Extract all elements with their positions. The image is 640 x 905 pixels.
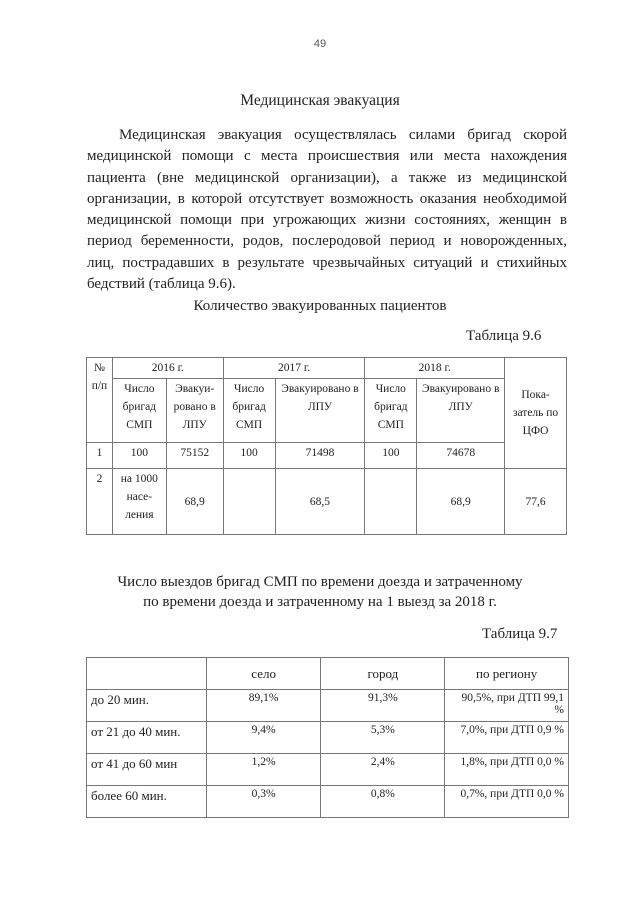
- cell: 100: [365, 443, 417, 469]
- cell: 68,9: [417, 469, 505, 535]
- table-9-6-label: Таблица 9.6: [466, 328, 542, 344]
- subheader-brigades: Число бригад СМП: [223, 379, 275, 443]
- table-row: [87, 690, 569, 722]
- cell: [365, 469, 417, 535]
- cell: 1: [87, 443, 113, 469]
- table-9-6-caption: Количество эвакуированных пациентов: [193, 298, 447, 314]
- table-9-6: [86, 357, 567, 535]
- header-village: село: [206, 658, 321, 690]
- cell: 9,4%: [206, 722, 321, 754]
- subheader-brigades: Число бригад СМП: [365, 379, 417, 443]
- cell: 89,1%: [206, 690, 321, 722]
- cell: 90,5%, при ДТП 99,1 %: [445, 690, 569, 722]
- table-row: [87, 443, 567, 469]
- table-row: [87, 722, 569, 754]
- header-year-2017: 2017 г.: [223, 358, 365, 379]
- cell: 100: [223, 443, 275, 469]
- section-heading: Медицинская эвакуация: [240, 92, 400, 109]
- cell: 2: [87, 469, 113, 535]
- cell: 91,3%: [321, 690, 445, 722]
- subheader-brigades: Число бригад СМП: [112, 379, 166, 443]
- cell: 68,5: [275, 469, 365, 535]
- page-number: 49: [313, 38, 327, 50]
- header-region: по региону: [445, 658, 569, 690]
- row-label: более 60 мин.: [87, 786, 207, 818]
- row-label: от 41 до 60 мин: [87, 754, 207, 786]
- table-row: [87, 754, 569, 786]
- cell: 5,3%: [321, 722, 445, 754]
- header-empty: [87, 658, 207, 690]
- cell: 1,8%, при ДТП 0,0 %: [445, 754, 569, 786]
- cell: 0,8%: [321, 786, 445, 818]
- cell: 68,9: [166, 469, 223, 535]
- header-year-2016: 2016 г.: [112, 358, 223, 379]
- table-9-7: [86, 657, 569, 818]
- header-year-2018: 2018 г.: [365, 358, 505, 379]
- cell: на 1000 насе-ления: [112, 469, 166, 535]
- header-num: № п/п: [87, 358, 113, 443]
- body-paragraph: Медицинская эвакуация осуществлялась силами бригад скорой медицинской помощи с места происшествия или места нахождения пациента (вне медицинской организации), а также из медицинской организации, в которой отсутствует возможность оказания необходимой медицинской помощи при угрожающих жизни состояниях, женщин в период беременности, родов, послеродовой период и новорожденных, лиц, пострадавших в результате чрезвычайных ситуаций и стихийных бедствий (таблица 9.6).: [87, 127, 567, 293]
- table-row: [87, 469, 567, 535]
- header-city: город: [321, 658, 445, 690]
- cell: 0,7%, при ДТП 0,0 %: [445, 786, 569, 818]
- cell: 1,2%: [206, 754, 321, 786]
- table-9-7-caption-line1: Число выездов бригад СМП по времени доезда и затраченному: [117, 574, 523, 590]
- subheader-evacuated: Эвакуировано в ЛПУ: [417, 379, 505, 443]
- cell: 75152: [166, 443, 223, 469]
- header-indicator: Пока-затель по ЦФО: [505, 358, 567, 469]
- table-9-7-label: Таблица 9.7: [482, 626, 558, 642]
- cell: 77,6: [505, 469, 567, 535]
- cell: 0,3%: [206, 786, 321, 818]
- subheader-evacuated: Эвакуи-ровано в ЛПУ: [166, 379, 223, 443]
- row-label: до 20 мин.: [87, 690, 207, 722]
- cell: 7,0%, при ДТП 0,9 %: [445, 722, 569, 754]
- table-9-7-caption-line2: по времени доезда и затраченному на 1 выезд за 2018 г.: [143, 594, 497, 610]
- table-row: [87, 786, 569, 818]
- row-label: от 21 до 40 мин.: [87, 722, 207, 754]
- cell: 71498: [275, 443, 365, 469]
- cell: 2,4%: [321, 754, 445, 786]
- cell: [223, 469, 275, 535]
- cell: 74678: [417, 443, 505, 469]
- subheader-evacuated: Эвакуировано в ЛПУ: [275, 379, 365, 443]
- cell: 100: [112, 443, 166, 469]
